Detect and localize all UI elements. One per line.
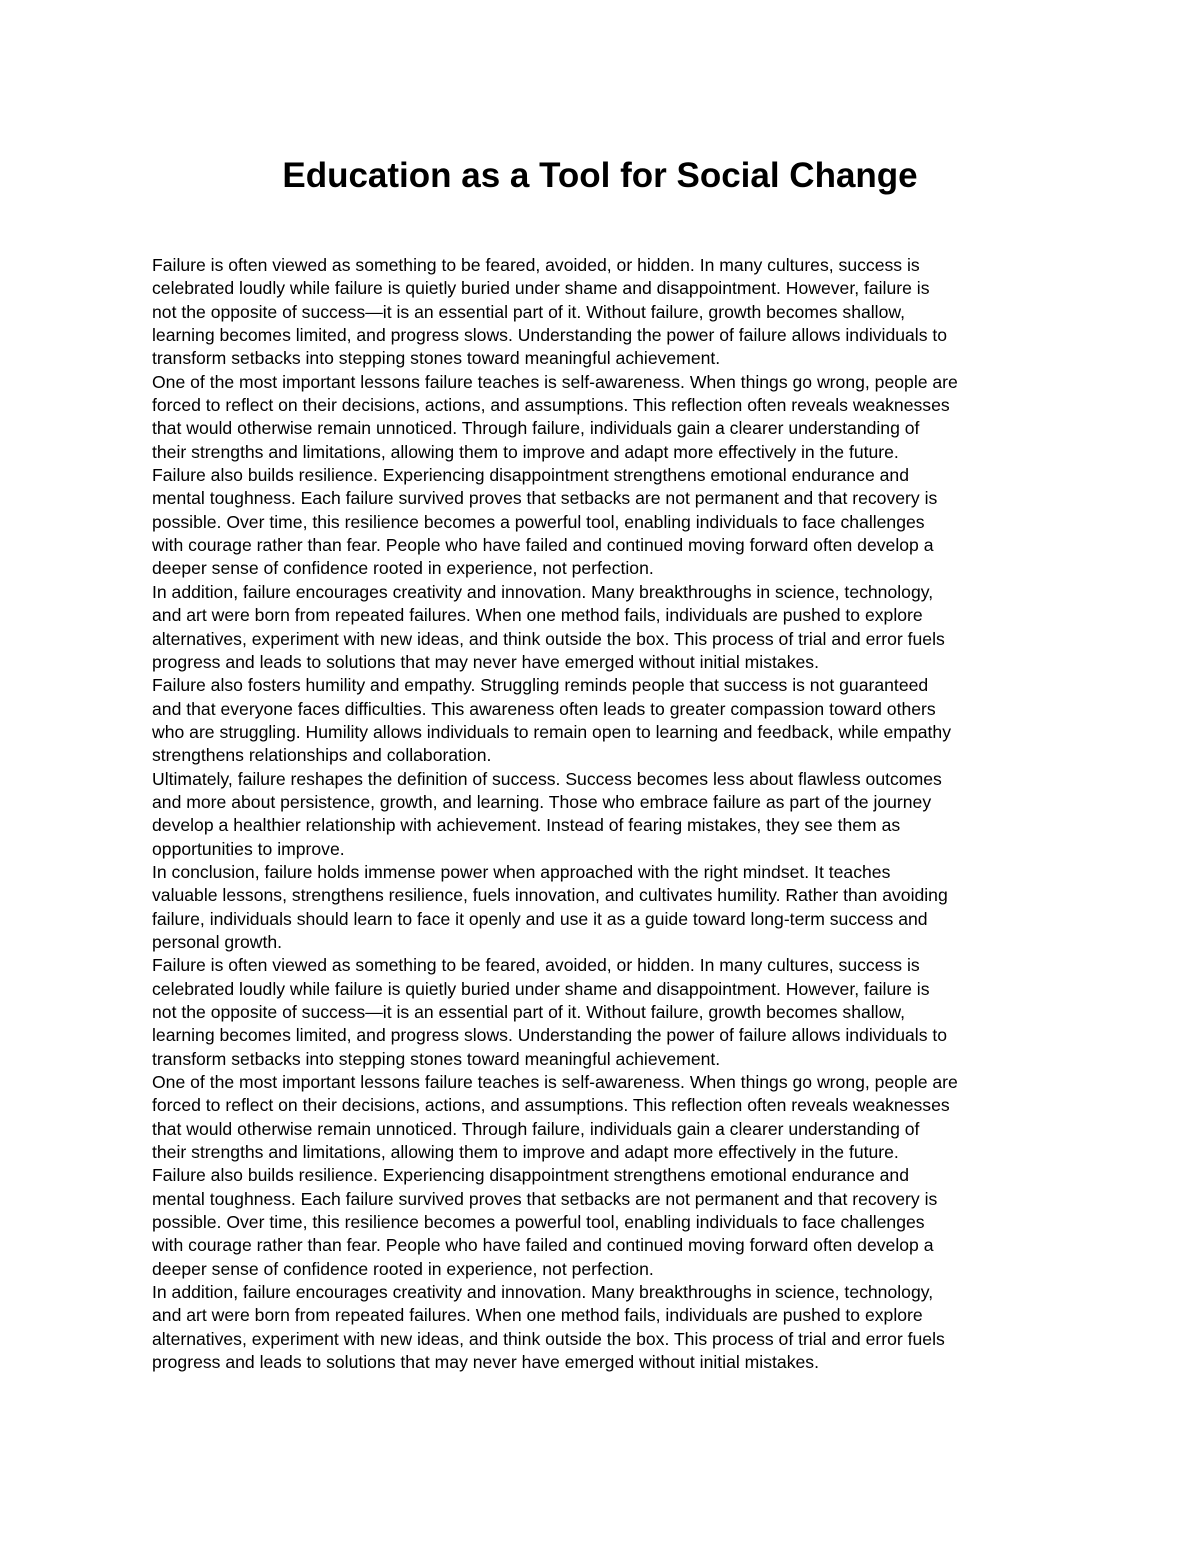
- text-line: deeper sense of confidence rooted in experience, not perfection.: [152, 558, 654, 579]
- text-line: mental toughness. Each failure survived proves that setbacks are not permanent and that recovery is: [152, 1188, 938, 1209]
- text-line: transform setbacks into stepping stones toward meaningful achievement.: [152, 348, 721, 369]
- paragraph: [152, 254, 1052, 371]
- text-line: Failure also builds resilience. Experiencing disappointment strengthens emotional endurance and: [152, 465, 909, 486]
- document-title: Education as a Tool for Social Change: [282, 156, 918, 195]
- text-line: forced to reflect on their decisions, actions, and assumptions. This reflection often reveals weaknesses: [152, 395, 950, 416]
- text-line: that would otherwise remain unnoticed. Through failure, individuals gain a clearer understanding of: [152, 418, 920, 439]
- text-line: Failure also fosters humility and empathy. Struggling reminds people that success is not guaranteed: [152, 675, 929, 696]
- text-line: mental toughness. Each failure survived proves that setbacks are not permanent and that recovery is: [152, 488, 938, 509]
- text-line: progress and leads to solutions that may never have emerged without initial mistakes.: [152, 651, 819, 672]
- paragraph: [152, 464, 1052, 581]
- text-line: learning becomes limited, and progress slows. Understanding the power of failure allows individuals to: [152, 325, 948, 346]
- text-line: learning becomes limited, and progress slows. Understanding the power of failure allows individuals to: [152, 1025, 948, 1046]
- paragraph: [152, 1164, 1052, 1281]
- text-line: celebrated loudly while failure is quietly buried under shame and disappointment. However, failure is: [152, 978, 930, 999]
- text-line: and that everyone faces difficulties. This awareness often leads to greater compassion toward others: [152, 698, 936, 719]
- paragraph: [152, 371, 1052, 464]
- text-line: progress and leads to solutions that may never have emerged without initial mistakes.: [152, 1352, 819, 1373]
- paragraph: [152, 861, 1052, 954]
- paragraph: [152, 954, 1052, 1071]
- paragraph: [152, 581, 1052, 674]
- text-line: Ultimately, failure reshapes the definition of success. Success becomes less about flawless outcomes: [152, 768, 942, 789]
- text-line: Failure is often viewed as something to be feared, avoided, or hidden. In many cultures, success is: [152, 955, 920, 976]
- text-line: alternatives, experiment with new ideas, and think outside the box. This process of trial and error fuels: [152, 628, 945, 649]
- text-line: valuable lessons, strengthens resilience, fuels innovation, and cultivates humility. Rather than avoiding: [152, 885, 948, 906]
- text-line: not the opposite of success—it is an essential part of it. Without failure, growth becomes shallow,: [152, 1002, 906, 1022]
- text-line: and art were born from repeated failures. When one method fails, individuals are pushed to explore: [152, 1305, 923, 1326]
- text-line: personal growth.: [152, 931, 283, 952]
- text-line: One of the most important lessons failure teaches is self-awareness. When things go wrong, people are: [152, 1072, 958, 1093]
- text-line: transform setbacks into stepping stones toward meaningful achievement.: [152, 1048, 721, 1069]
- text-line: Failure is often viewed as something to be feared, avoided, or hidden. In many cultures, success is: [152, 255, 920, 275]
- text-line: not the opposite of success—it is an essential part of it. Without failure, growth becomes shallow,: [152, 301, 906, 322]
- text-line: with courage rather than fear. People who have failed and continued moving forward often develop a: [152, 1235, 934, 1256]
- text-line: One of the most important lessons failure teaches is self-awareness. When things go wrong, people are: [152, 371, 958, 392]
- text-line: with courage rather than fear. People who have failed and continued moving forward often develop a: [152, 535, 934, 556]
- document-body: [152, 254, 1052, 1375]
- text-line: In conclusion, failure holds immense power when approached with the right mindset. It teaches: [152, 861, 891, 882]
- text-line: possible. Over time, this resilience becomes a powerful tool, enabling individuals to face challenges: [152, 1212, 925, 1233]
- text-line: their strengths and limitations, allowing them to improve and adapt more effectively in the future.: [152, 441, 899, 462]
- text-line: In addition, failure encourages creativity and innovation. Many breakthroughs in science, technology,: [152, 581, 934, 602]
- text-line: possible. Over time, this resilience becomes a powerful tool, enabling individuals to face challenges: [152, 511, 925, 532]
- text-line: alternatives, experiment with new ideas, and think outside the box. This process of trial and error fuels: [152, 1328, 945, 1349]
- text-line: that would otherwise remain unnoticed. Through failure, individuals gain a clearer understanding of: [152, 1118, 920, 1139]
- text-line: their strengths and limitations, allowing them to improve and adapt more effectively in the future.: [152, 1142, 899, 1163]
- paragraph: [152, 1281, 1052, 1374]
- paragraph: [152, 768, 1052, 861]
- text-line: develop a healthier relationship with achievement. Instead of fearing mistakes, they see them as: [152, 815, 901, 836]
- text-line: celebrated loudly while failure is quietly buried under shame and disappointment. However, failure is: [152, 278, 930, 299]
- paragraph: [152, 674, 1052, 767]
- text-line: deeper sense of confidence rooted in experience, not perfection.: [152, 1258, 654, 1279]
- text-line: In addition, failure encourages creativity and innovation. Many breakthroughs in science, technology,: [152, 1282, 934, 1303]
- text-line: and more about persistence, growth, and learning. Those who embrace failure as part of the journey: [152, 791, 932, 812]
- paragraph: [152, 1071, 1052, 1164]
- text-line: and art were born from repeated failures. When one method fails, individuals are pushed to explore: [152, 605, 923, 626]
- text-line: Failure also builds resilience. Experiencing disappointment strengthens emotional endurance and: [152, 1165, 909, 1186]
- text-line: strengthens relationships and collaboration.: [152, 745, 492, 766]
- text-line: opportunities to improve.: [152, 838, 345, 859]
- text-line: who are struggling. Humility allows individuals to remain open to learning and feedback, while empathy: [152, 721, 951, 742]
- text-line: forced to reflect on their decisions, actions, and assumptions. This reflection often reveals weaknesses: [152, 1095, 950, 1116]
- text-line: failure, individuals should learn to face it openly and use it as a guide toward long-term success and: [152, 908, 928, 929]
